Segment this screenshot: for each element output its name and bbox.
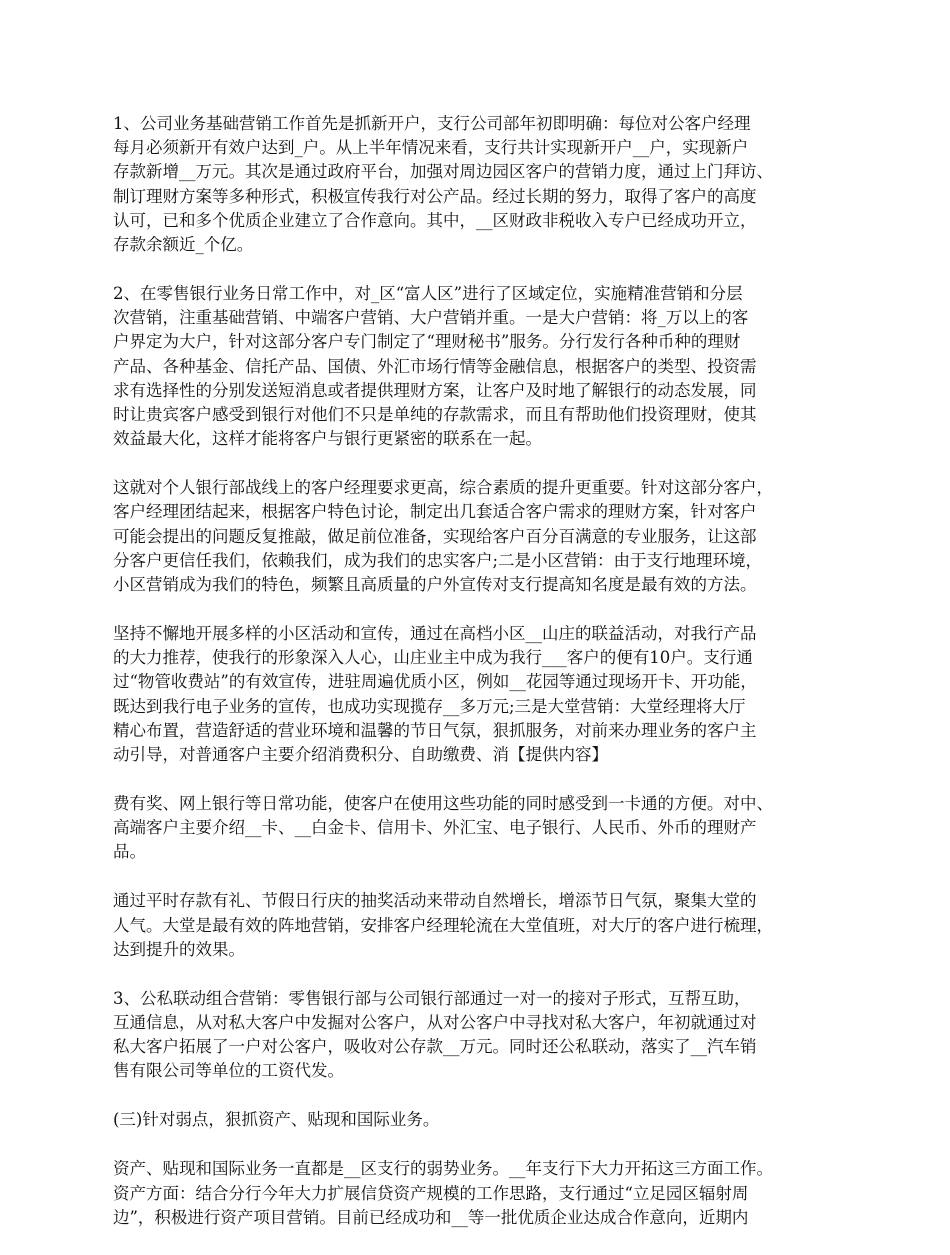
text-line: 的大力推荐，使我行的形象深入人心，山庄业主中成为我行___客户的便有10户。支行通: [113, 648, 753, 668]
text-line: 动引导，对普通客户主要介绍消费积分、自助缴费、消【提供内容】: [113, 745, 608, 765]
text-line: 客户经理团结起来，根据客户特色讨论，制定出几套适合客户需求的理财方案，针对客户: [113, 502, 757, 522]
section-heading-weak-points: [113, 1108, 858, 1132]
text-line: 既达到我行电子业务的宣传，也成功实现揽存__多万元;三是大堂营销：大堂经理将大厅: [113, 696, 746, 716]
text-line: 户界定为大户，针对这部分客户专门制定了“理财秘书”服务。分行发行各种币种的理财: [113, 332, 741, 352]
text-line: (三)针对弱点，狠抓资产、贴现和国际业务。: [113, 1110, 440, 1130]
text-line: 边”，积极进行资产项目营销。目前已经成功和__等一批优质企业达成合作意向，近期内: [113, 1207, 749, 1227]
text-line: 人气。大堂是最有效的阵地营销，安排客户经理轮流在大堂值班，对大厅的客户进行梳理，: [113, 915, 773, 935]
text-line: 效益最大化，这样才能将客户与银行更紧密的联系在一起。: [113, 429, 542, 449]
paragraph-card-services: [113, 792, 858, 865]
text-line: 达到提升的效果。: [113, 939, 245, 959]
text-line: 时让贵宾客户感受到银行对他们不只是单纯的存款需求，而且有帮助他们投资理财，使其: [113, 405, 757, 425]
text-line: 3、公私联动组合营销：零售银行部与公司银行部通过一对一的接对子形式，互帮互助，: [113, 988, 751, 1008]
paragraph-account-managers: [113, 476, 858, 597]
text-line: 费有奖、网上银行等日常功能，使客户在使用这些功能的同时感受到一卡通的方便。对中、: [113, 794, 773, 814]
text-line: 制订理财方案等多种形式，积极宣传我行对公产品。经过长期的努力，取得了客户的高度: [113, 186, 757, 206]
text-line: 售有限公司等单位的工资代发。: [113, 1061, 344, 1081]
text-line: 这就对个人银行部战线上的客户经理要求更高，综合素质的提升更重要。针对这部分客户，: [113, 478, 773, 498]
text-line: 次营销，注重基础营销、中端客户营销、大户营销并重。一是大户营销：将_万以上的客: [113, 308, 749, 328]
text-line: 每月必须新开有效户达到_户。从上半年情况来看，支行共计实现新开户__户，实现新户: [113, 138, 749, 158]
text-line: 过“物管收费站”的有效宣传，进驻周遍优质小区，例如__花园等通过现场开卡、开功能，: [113, 672, 757, 692]
paragraph-retail-banking: [113, 282, 858, 451]
text-line: 私大客户拓展了一户对公客户，吸收对公存款__万元。同时还公私联动，落实了__汽车销: [113, 1037, 757, 1057]
text-line: 分客户更信任我们，依赖我们，成为我们的忠实客户;二是小区营销：由于支行地理环境，: [113, 550, 763, 570]
text-line: 精心布置，营造舒适的营业环境和温馨的节日气氛，狠抓服务，对前来办理业务的客户主: [113, 720, 757, 740]
document-body: [113, 112, 858, 1255]
text-line: 坚持不懈地开展多样的小区活动和宣传，通过在高档小区__山庄的联益活动，对我行产品: [113, 624, 757, 644]
paragraph-community-marketing: [113, 622, 858, 767]
text-line: 1、公司业务基础营销工作首先是抓新开户，支行公司部年初即明确：每位对公客户经理: [113, 114, 751, 133]
text-line: 通过平时存款有礼、节假日行庆的抽奖活动来带动自然增长，增添节日气氛，聚集大堂的: [113, 891, 757, 911]
text-line: 高端客户主要介绍__卡、__白金卡、信用卡、外汇宝、电子银行、人民币、外币的理财产: [113, 818, 757, 838]
text-line: 2、在零售银行业务日常工作中，对_区“富人区”进行了区域定位，实施精准营销和分层: [113, 284, 743, 304]
text-line: 资产、贴现和国际业务一直都是__区支行的弱势业务。__年支行下大力开拓这三方面工作。: [113, 1159, 773, 1179]
text-line: 产品、各种基金、信托产品、国债、外汇市场行情等金融信息，根据客户的类型、投资需: [113, 356, 757, 376]
text-line: 资产方面：结合分行今年大力扩展信贷资产规模的工作思路，支行通过“立足园区辐射周: [113, 1183, 749, 1203]
text-line: 小区营销成为我们的特色，频繁且高质量的户外宣传对支行提高知名度是最有效的方法。: [113, 575, 757, 595]
paragraph-joint-marketing: [113, 987, 858, 1084]
paragraph-new-accounts: [113, 112, 858, 257]
paragraph-assets-discount-international: [113, 1157, 858, 1230]
text-line: 可能会提出的问题反复推敲，做足前位准备，实现给客户百分百满意的专业服务，让这部: [113, 526, 757, 546]
text-line: 互通信息，从对私大客户中发掘对公客户，从对公客户中寻找对私大客户，年初就通过对: [113, 1013, 757, 1033]
text-line: 存款余额近_个亿。: [113, 235, 254, 255]
text-line: 存款新增__万元。其次是通过政府平台，加强对周边园区客户的营销力度，通过上门拜访、: [113, 162, 773, 182]
text-line: 认可，已和多个优质企业建立了合作意向。其中，__区财政非税收入专户已经成功开立，: [113, 210, 757, 230]
text-line: 品。: [113, 842, 146, 862]
text-line: 求有选择性的分别发送短消息或者提供理财方案，让客户及时地了解银行的动态发展，同: [113, 380, 757, 400]
paragraph-lobby-marketing: [113, 889, 858, 962]
